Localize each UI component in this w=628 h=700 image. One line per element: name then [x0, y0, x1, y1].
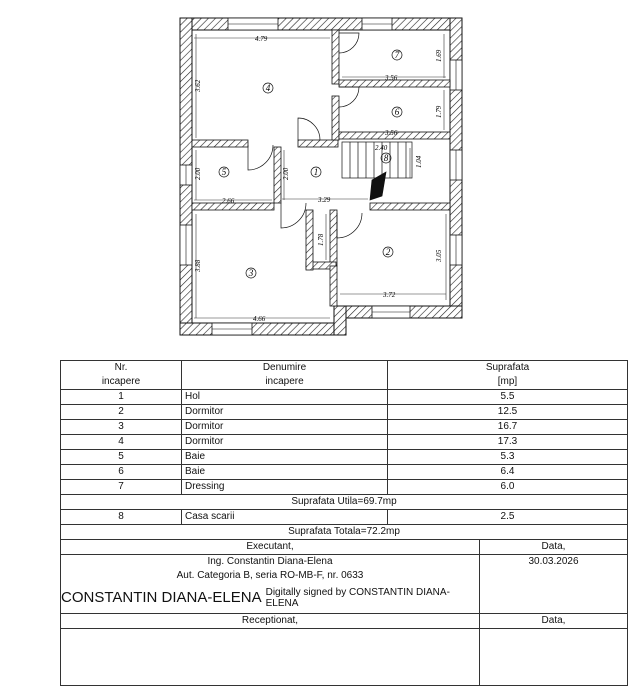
dim-label: 2.00: [194, 167, 202, 180]
dim-label: 3.56: [385, 74, 398, 82]
room-label-2: 2: [385, 247, 391, 257]
signature-name: CONSTANTIN DIANA-ELENA: [61, 589, 262, 606]
table-row: [61, 435, 628, 450]
header-denumire: Denumire incapere: [182, 361, 388, 390]
dim-label: 2.00: [282, 167, 290, 180]
row-nr: 4: [61, 435, 182, 450]
row-nr: 6: [61, 465, 182, 480]
digital-signature-line2: ELENA: [265, 598, 299, 609]
table-row: [61, 420, 628, 435]
data-label: Data,: [480, 540, 628, 555]
table-row: [61, 450, 628, 465]
table-row: [61, 405, 628, 420]
table-row: [61, 465, 628, 480]
room-label-4: 4: [265, 83, 271, 93]
header-suprafata: Suprafata [mp]: [388, 361, 628, 390]
row-name: Dormitor: [182, 405, 388, 420]
row-area: 16.7: [388, 420, 628, 435]
row-name: Baie: [182, 465, 388, 480]
row-name: Dormitor: [182, 435, 388, 450]
dim-label: 3.72: [383, 291, 396, 299]
dim-label: 3.88: [194, 259, 202, 272]
row-area: 5.5: [388, 390, 628, 405]
rooms-table: [60, 360, 628, 686]
suprafata-totala: Suprafata Totala=72.2mp: [61, 525, 628, 540]
row-area: 2.5: [388, 510, 628, 525]
dim-label: 3.62: [194, 79, 202, 92]
dim-label: 1.79: [435, 105, 443, 118]
row-nr: 8: [61, 510, 182, 525]
row-name: Dormitor: [182, 420, 388, 435]
digital-signature-line1: Digitally signed by CONSTANTIN DIANA-: [265, 587, 450, 598]
row-area: 5.3: [388, 450, 628, 465]
row-name: Baie: [182, 450, 388, 465]
room-label-7: 7: [394, 50, 400, 60]
row-area: 12.5: [388, 405, 628, 420]
room-label-1: 1: [313, 167, 319, 177]
row-nr: 2: [61, 405, 182, 420]
room-label-6: 6: [394, 107, 400, 117]
date-value: 30.03.2026: [480, 555, 628, 570]
row-area: 6.0: [388, 480, 628, 495]
digital-signature: [266, 587, 450, 609]
row-nr: 7: [61, 480, 182, 495]
room-label-8: 8: [383, 153, 389, 163]
row-nr: 1: [61, 390, 182, 405]
table-row: [61, 390, 628, 405]
header-nr: Nr. incapere: [61, 361, 182, 390]
dimension-labels: [194, 35, 443, 323]
dim-label: 1.04: [415, 155, 423, 168]
dim-label: 1.78: [317, 233, 325, 246]
dimension-lines: [194, 34, 446, 318]
data-label-2: Data,: [480, 614, 628, 629]
table-row: [61, 480, 628, 495]
dim-label: 3.56: [385, 129, 398, 137]
dim-label: 4.66: [253, 315, 266, 323]
dim-label: 3.05: [435, 249, 443, 262]
dim-label: 2.66: [222, 197, 235, 205]
row-name: Hol: [182, 390, 388, 405]
dim-label: 3.29: [318, 196, 331, 204]
receptionat-label: Receptionat,: [61, 614, 480, 629]
row-area: 6.4: [388, 465, 628, 480]
dim-label: 2.40: [375, 144, 388, 152]
table-row: [61, 510, 628, 525]
dim-label: 1.69: [435, 49, 443, 62]
row-area: 17.3: [388, 435, 628, 450]
row-nr: 3: [61, 420, 182, 435]
executant-label: Executant,: [61, 540, 480, 555]
interior-walls: [192, 30, 450, 306]
row-nr: 5: [61, 450, 182, 465]
dim-label: 4.79: [255, 35, 268, 43]
row-name: Dressing: [182, 480, 388, 495]
room-label-3: 3: [248, 268, 254, 278]
row-name: Casa scarii: [182, 510, 388, 525]
room-label-5: 5: [221, 167, 227, 177]
signature-cell: [61, 583, 480, 614]
engineer-name: Ing. Constantin Diana-Elena: [61, 555, 480, 570]
suprafata-utila: Suprafata Utila=69.7mp: [61, 495, 628, 510]
authorization: Aut. Categoria B, seria RO-MB-F, nr. 0633: [61, 569, 480, 583]
